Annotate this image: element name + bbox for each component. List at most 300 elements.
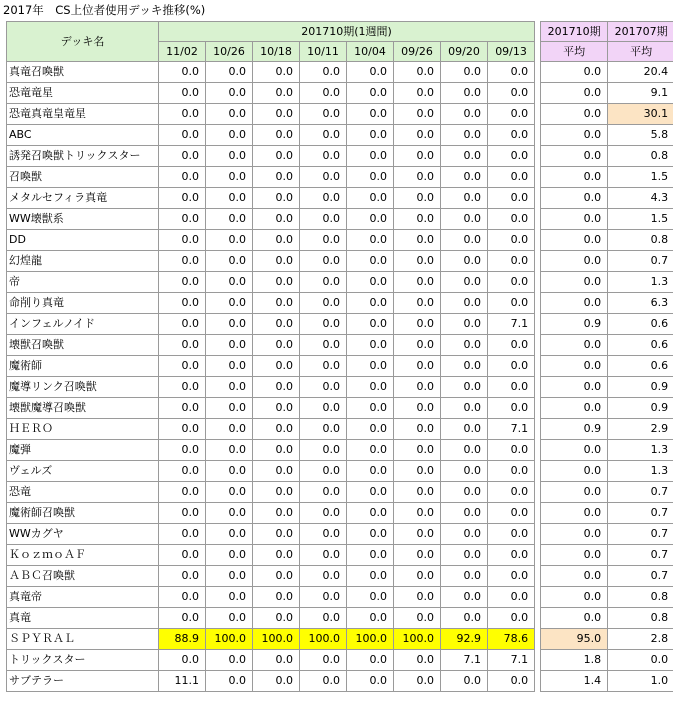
avg2-value-cell: 2.8 [608, 629, 673, 650]
weekly-value-cell: 0.0 [441, 524, 488, 545]
weekly-value-cell: 0.0 [300, 377, 347, 398]
date-header: 10/26 [206, 42, 253, 62]
weekly-value-cell: 0.0 [159, 293, 206, 314]
weekly-value-cell: 0.0 [300, 125, 347, 146]
weekly-value-cell: 0.0 [347, 314, 394, 335]
weekly-value-cell: 0.0 [253, 398, 300, 419]
weekly-value-cell: 0.0 [206, 62, 253, 83]
weekly-value-cell: 100.0 [253, 629, 300, 650]
date-header: 11/02 [159, 42, 206, 62]
weekly-value-cell: 0.0 [206, 398, 253, 419]
weekly-value-cell: 0.0 [159, 188, 206, 209]
table-row [7, 272, 673, 293]
weekly-value-cell: 0.0 [206, 419, 253, 440]
weekly-value-cell: 0.0 [206, 503, 253, 524]
weekly-value-cell: 0.0 [394, 125, 441, 146]
avg1-value-cell: 0.0 [541, 209, 608, 230]
weekly-value-cell: 0.0 [206, 461, 253, 482]
weekly-value-cell: 0.0 [441, 356, 488, 377]
weekly-value-cell: 0.0 [159, 335, 206, 356]
weekly-value-cell: 0.0 [253, 524, 300, 545]
avg2-value-cell: 0.8 [608, 608, 673, 629]
deck-name-cell: 恐竜竜星 [7, 83, 159, 104]
avg1-value-cell: 0.0 [541, 230, 608, 251]
avg1-value-cell: 0.0 [541, 188, 608, 209]
weekly-value-cell: 0.0 [206, 104, 253, 125]
weekly-value-cell: 92.9 [441, 629, 488, 650]
weekly-value-cell: 0.0 [394, 314, 441, 335]
deck-name-cell: WWカグヤ [7, 524, 159, 545]
weekly-value-cell: 0.0 [394, 608, 441, 629]
weekly-value-cell: 0.0 [394, 230, 441, 251]
avg2-value-cell: 0.8 [608, 146, 673, 167]
weekly-value-cell: 0.0 [441, 104, 488, 125]
weekly-value-cell: 0.0 [159, 356, 206, 377]
weekly-value-cell: 0.0 [347, 272, 394, 293]
weekly-value-cell: 0.0 [488, 209, 535, 230]
weekly-value-cell: 0.0 [300, 398, 347, 419]
weekly-value-cell: 0.0 [253, 272, 300, 293]
weekly-value-cell: 0.0 [441, 608, 488, 629]
weekly-value-cell: 0.0 [488, 62, 535, 83]
weekly-value-cell: 0.0 [206, 566, 253, 587]
avg1-value-cell: 0.0 [541, 251, 608, 272]
weekly-value-cell: 0.0 [394, 251, 441, 272]
weekly-value-cell: 0.0 [253, 566, 300, 587]
weekly-value-cell: 0.0 [347, 440, 394, 461]
weekly-value-cell: 0.0 [488, 293, 535, 314]
deck-name-cell: 恐竜真竜皇竜星 [7, 104, 159, 125]
weekly-value-cell: 0.0 [488, 482, 535, 503]
weekly-value-cell: 0.0 [253, 293, 300, 314]
avg2-value-cell: 0.6 [608, 356, 673, 377]
weekly-value-cell: 0.0 [300, 482, 347, 503]
avg1-value-cell: 0.0 [541, 440, 608, 461]
deck-name-cell: 誘発召喚獣トリックスター [7, 146, 159, 167]
weekly-value-cell: 0.0 [347, 503, 394, 524]
weekly-value-cell: 0.0 [347, 356, 394, 377]
weekly-value-cell: 0.0 [441, 272, 488, 293]
weekly-value-cell: 0.0 [441, 167, 488, 188]
weekly-value-cell: 0.0 [394, 83, 441, 104]
weekly-value-cell: 0.0 [488, 356, 535, 377]
weekly-value-cell: 0.0 [441, 440, 488, 461]
avg1-header-line1: 201710期 [541, 22, 608, 42]
date-header: 09/13 [488, 42, 535, 62]
weekly-value-cell: 0.0 [488, 587, 535, 608]
weekly-value-cell: 0.0 [441, 335, 488, 356]
table-body [7, 62, 673, 692]
weekly-value-cell: 0.0 [394, 335, 441, 356]
weekly-value-cell: 0.0 [206, 146, 253, 167]
table-row [7, 335, 673, 356]
weekly-value-cell: 0.0 [300, 608, 347, 629]
weekly-value-cell: 0.0 [441, 209, 488, 230]
avg2-value-cell: 0.9 [608, 377, 673, 398]
weekly-value-cell: 0.0 [300, 188, 347, 209]
deck-name-cell: ＫｏｚｍｏＡＦ [7, 545, 159, 566]
table-row [7, 125, 673, 146]
weekly-value-cell: 0.0 [300, 461, 347, 482]
table-row [7, 503, 673, 524]
weekly-value-cell: 0.0 [253, 356, 300, 377]
avg1-value-cell: 0.0 [541, 482, 608, 503]
weekly-value-cell: 0.0 [206, 671, 253, 692]
weekly-value-cell: 100.0 [206, 629, 253, 650]
avg1-value-cell: 0.0 [541, 272, 608, 293]
weekly-value-cell: 0.0 [159, 377, 206, 398]
deck-name-cell: ヴェルズ [7, 461, 159, 482]
table-row [7, 608, 673, 629]
avg1-value-cell: 1.4 [541, 671, 608, 692]
weekly-value-cell: 88.9 [159, 629, 206, 650]
weekly-value-cell: 0.0 [488, 377, 535, 398]
weekly-value-cell: 0.0 [253, 314, 300, 335]
deck-name-cell: インフェルノイド [7, 314, 159, 335]
weekly-value-cell: 0.0 [347, 398, 394, 419]
table-row [7, 419, 673, 440]
weekly-value-cell: 0.0 [347, 188, 394, 209]
deck-name-cell: 帝 [7, 272, 159, 293]
weekly-value-cell: 0.0 [394, 650, 441, 671]
weekly-value-cell: 0.0 [394, 377, 441, 398]
table-row [7, 104, 673, 125]
weekly-value-cell: 0.0 [300, 335, 347, 356]
table-row [7, 230, 673, 251]
weekly-value-cell: 0.0 [159, 83, 206, 104]
weekly-value-cell: 0.0 [488, 167, 535, 188]
avg1-value-cell: 0.0 [541, 545, 608, 566]
weekly-value-cell: 0.0 [159, 125, 206, 146]
weekly-value-cell: 0.0 [441, 146, 488, 167]
table-row [7, 188, 673, 209]
deck-name-cell: 恐竜 [7, 482, 159, 503]
weekly-value-cell: 0.0 [441, 461, 488, 482]
weekly-value-cell: 0.0 [253, 587, 300, 608]
weekly-value-cell: 0.0 [488, 125, 535, 146]
avg2-value-cell: 0.0 [608, 650, 673, 671]
deck-name-cell: DD [7, 230, 159, 251]
weekly-value-cell: 0.0 [488, 251, 535, 272]
weekly-value-cell: 0.0 [347, 251, 394, 272]
avg1-header-line2: 平均 [541, 42, 608, 62]
avg1-value-cell: 0.0 [541, 146, 608, 167]
weekly-value-cell: 7.1 [441, 650, 488, 671]
weekly-value-cell: 0.0 [300, 104, 347, 125]
deck-name-cell: ABC [7, 125, 159, 146]
weekly-value-cell: 7.1 [488, 314, 535, 335]
avg1-value-cell: 0.0 [541, 356, 608, 377]
deck-usage-table [6, 21, 673, 692]
weekly-value-cell: 0.0 [206, 293, 253, 314]
avg2-header-line2: 平均 [608, 42, 673, 62]
weekly-value-cell: 0.0 [159, 209, 206, 230]
deck-name-header: デッキ名 [7, 22, 159, 62]
table-row [7, 62, 673, 83]
weekly-value-cell: 0.0 [206, 335, 253, 356]
weekly-value-cell: 0.0 [206, 356, 253, 377]
table-row [7, 566, 673, 587]
avg2-value-cell: 2.9 [608, 419, 673, 440]
table-row [7, 377, 673, 398]
weekly-value-cell: 0.0 [159, 650, 206, 671]
deck-name-cell: 真竜 [7, 608, 159, 629]
deck-name-cell: 壊獣魔導召喚獣 [7, 398, 159, 419]
weekly-value-cell: 0.0 [159, 461, 206, 482]
weekly-value-cell: 0.0 [206, 272, 253, 293]
table-row [7, 587, 673, 608]
period-header: 201710期(1週間) [159, 22, 535, 42]
weekly-value-cell: 0.0 [488, 566, 535, 587]
avg1-value-cell: 0.0 [541, 566, 608, 587]
avg2-value-cell: 4.3 [608, 188, 673, 209]
weekly-value-cell: 0.0 [159, 482, 206, 503]
deck-name-cell: ＳＰＹＲＡＬ [7, 629, 159, 650]
weekly-value-cell: 0.0 [159, 272, 206, 293]
weekly-value-cell: 0.0 [253, 209, 300, 230]
weekly-value-cell: 0.0 [394, 188, 441, 209]
avg1-value-cell: 1.8 [541, 650, 608, 671]
weekly-value-cell: 0.0 [441, 83, 488, 104]
weekly-value-cell: 0.0 [206, 608, 253, 629]
weekly-value-cell: 0.0 [394, 524, 441, 545]
table-row [7, 524, 673, 545]
weekly-value-cell: 0.0 [159, 62, 206, 83]
weekly-value-cell: 0.0 [300, 440, 347, 461]
weekly-value-cell: 0.0 [300, 587, 347, 608]
avg1-value-cell: 0.0 [541, 377, 608, 398]
avg2-value-cell: 1.0 [608, 671, 673, 692]
table-row [7, 167, 673, 188]
weekly-value-cell: 0.0 [253, 188, 300, 209]
weekly-value-cell: 0.0 [394, 293, 441, 314]
table-row [7, 440, 673, 461]
table-row [7, 83, 673, 104]
weekly-value-cell: 0.0 [206, 482, 253, 503]
deck-name-cell: 真竜帝 [7, 587, 159, 608]
avg2-value-cell: 30.1 [608, 104, 673, 125]
avg2-value-cell: 1.5 [608, 167, 673, 188]
avg1-value-cell: 0.0 [541, 503, 608, 524]
weekly-value-cell: 0.0 [206, 209, 253, 230]
weekly-value-cell: 0.0 [206, 650, 253, 671]
avg2-value-cell: 0.8 [608, 587, 673, 608]
weekly-value-cell: 0.0 [159, 524, 206, 545]
weekly-value-cell: 0.0 [347, 566, 394, 587]
weekly-value-cell: 100.0 [347, 629, 394, 650]
weekly-value-cell: 0.0 [159, 587, 206, 608]
avg2-value-cell: 1.5 [608, 209, 673, 230]
weekly-value-cell: 0.0 [488, 272, 535, 293]
table-row [7, 251, 673, 272]
weekly-value-cell: 0.0 [253, 482, 300, 503]
deck-name-cell: トリックスター [7, 650, 159, 671]
weekly-value-cell: 0.0 [253, 335, 300, 356]
deck-name-cell: ＨＥＲＯ [7, 419, 159, 440]
weekly-value-cell: 0.0 [394, 566, 441, 587]
table-row [7, 398, 673, 419]
weekly-value-cell: 0.0 [253, 62, 300, 83]
deck-name-cell: 幻煌龍 [7, 251, 159, 272]
weekly-value-cell: 0.0 [159, 146, 206, 167]
avg1-value-cell: 0.0 [541, 167, 608, 188]
weekly-value-cell: 0.0 [300, 146, 347, 167]
weekly-value-cell: 0.0 [300, 251, 347, 272]
table-row [7, 545, 673, 566]
avg2-value-cell: 5.8 [608, 125, 673, 146]
avg2-value-cell: 0.7 [608, 524, 673, 545]
weekly-value-cell: 0.0 [347, 461, 394, 482]
weekly-value-cell: 0.0 [253, 440, 300, 461]
avg2-value-cell: 0.7 [608, 503, 673, 524]
weekly-value-cell: 100.0 [394, 629, 441, 650]
weekly-value-cell: 0.0 [347, 587, 394, 608]
avg1-value-cell: 0.0 [541, 335, 608, 356]
weekly-value-cell: 0.0 [300, 314, 347, 335]
weekly-value-cell: 0.0 [441, 503, 488, 524]
weekly-value-cell: 0.0 [394, 545, 441, 566]
weekly-value-cell: 0.0 [347, 293, 394, 314]
weekly-value-cell: 0.0 [347, 482, 394, 503]
weekly-value-cell: 0.0 [441, 314, 488, 335]
weekly-value-cell: 0.0 [159, 398, 206, 419]
weekly-value-cell: 0.0 [441, 587, 488, 608]
weekly-value-cell: 0.0 [394, 104, 441, 125]
weekly-value-cell: 0.0 [347, 104, 394, 125]
table-row [7, 482, 673, 503]
weekly-value-cell: 7.1 [488, 419, 535, 440]
weekly-value-cell: 11.1 [159, 671, 206, 692]
weekly-value-cell: 0.0 [488, 503, 535, 524]
weekly-value-cell: 0.0 [488, 461, 535, 482]
weekly-value-cell: 0.0 [300, 167, 347, 188]
weekly-value-cell: 100.0 [300, 629, 347, 650]
weekly-value-cell: 0.0 [159, 545, 206, 566]
weekly-value-cell: 0.0 [300, 83, 347, 104]
weekly-value-cell: 0.0 [159, 167, 206, 188]
avg2-value-cell: 0.8 [608, 230, 673, 251]
weekly-value-cell: 0.0 [253, 503, 300, 524]
weekly-value-cell: 0.0 [394, 272, 441, 293]
avg1-value-cell: 0.0 [541, 587, 608, 608]
avg1-value-cell: 0.9 [541, 314, 608, 335]
avg2-value-cell: 0.6 [608, 335, 673, 356]
weekly-value-cell: 0.0 [347, 125, 394, 146]
weekly-value-cell: 7.1 [488, 650, 535, 671]
weekly-value-cell: 0.0 [300, 671, 347, 692]
avg2-value-cell: 0.7 [608, 482, 673, 503]
sheet-title: 2017年 CS上位者使用デッキ推移(%) [3, 3, 206, 17]
weekly-value-cell: 0.0 [347, 62, 394, 83]
weekly-value-cell: 0.0 [441, 62, 488, 83]
table-row [7, 461, 673, 482]
weekly-value-cell: 0.0 [300, 356, 347, 377]
avg2-value-cell: 1.3 [608, 272, 673, 293]
weekly-value-cell: 0.0 [253, 146, 300, 167]
weekly-value-cell: 0.0 [300, 272, 347, 293]
avg2-value-cell: 6.3 [608, 293, 673, 314]
weekly-value-cell: 0.0 [441, 566, 488, 587]
weekly-value-cell: 0.0 [300, 230, 347, 251]
deck-name-cell: ＡＢＣ召喚獣 [7, 566, 159, 587]
weekly-value-cell: 0.0 [159, 314, 206, 335]
deck-name-cell: 命削り真竜 [7, 293, 159, 314]
weekly-value-cell: 0.0 [300, 524, 347, 545]
avg1-value-cell: 0.0 [541, 524, 608, 545]
weekly-value-cell: 0.0 [394, 356, 441, 377]
table-row [7, 650, 673, 671]
weekly-value-cell: 0.0 [253, 608, 300, 629]
weekly-value-cell: 0.0 [488, 524, 535, 545]
weekly-value-cell: 0.0 [206, 251, 253, 272]
avg1-value-cell: 0.0 [541, 398, 608, 419]
weekly-value-cell: 0.0 [253, 545, 300, 566]
weekly-value-cell: 0.0 [206, 314, 253, 335]
avg2-value-cell: 0.7 [608, 545, 673, 566]
avg2-header-line1: 201707期 [608, 22, 673, 42]
avg1-value-cell: 95.0 [541, 629, 608, 650]
weekly-value-cell: 0.0 [253, 650, 300, 671]
deck-name-cell: 壊獣召喚獣 [7, 335, 159, 356]
weekly-value-cell: 0.0 [441, 419, 488, 440]
weekly-value-cell: 0.0 [347, 608, 394, 629]
weekly-value-cell: 0.0 [347, 167, 394, 188]
weekly-value-cell: 0.0 [206, 230, 253, 251]
weekly-value-cell: 0.0 [253, 251, 300, 272]
weekly-value-cell: 0.0 [488, 671, 535, 692]
date-header: 10/18 [253, 42, 300, 62]
weekly-value-cell: 0.0 [347, 545, 394, 566]
weekly-value-cell: 0.0 [394, 503, 441, 524]
weekly-value-cell: 0.0 [206, 587, 253, 608]
weekly-value-cell: 0.0 [159, 104, 206, 125]
avg1-value-cell: 0.0 [541, 104, 608, 125]
weekly-value-cell: 0.0 [441, 293, 488, 314]
weekly-value-cell: 0.0 [347, 83, 394, 104]
weekly-value-cell: 0.0 [347, 650, 394, 671]
weekly-value-cell: 0.0 [300, 503, 347, 524]
avg2-value-cell: 0.6 [608, 314, 673, 335]
date-header: 09/20 [441, 42, 488, 62]
weekly-value-cell: 0.0 [253, 104, 300, 125]
weekly-value-cell: 0.0 [488, 146, 535, 167]
weekly-value-cell: 0.0 [394, 146, 441, 167]
weekly-value-cell: 0.0 [253, 461, 300, 482]
weekly-value-cell: 0.0 [347, 209, 394, 230]
date-header: 10/04 [347, 42, 394, 62]
date-header: 09/26 [394, 42, 441, 62]
weekly-value-cell: 0.0 [394, 398, 441, 419]
weekly-value-cell: 0.0 [394, 587, 441, 608]
weekly-value-cell: 0.0 [300, 545, 347, 566]
weekly-value-cell: 0.0 [488, 398, 535, 419]
weekly-value-cell: 0.0 [347, 671, 394, 692]
weekly-value-cell: 0.0 [159, 230, 206, 251]
weekly-value-cell: 0.0 [488, 335, 535, 356]
weekly-value-cell: 0.0 [347, 335, 394, 356]
table-row [7, 356, 673, 377]
weekly-value-cell: 0.0 [441, 251, 488, 272]
weekly-value-cell: 0.0 [488, 188, 535, 209]
weekly-value-cell: 0.0 [488, 83, 535, 104]
weekly-value-cell: 0.0 [347, 377, 394, 398]
avg2-value-cell: 1.3 [608, 440, 673, 461]
weekly-value-cell: 0.0 [441, 482, 488, 503]
table-row [7, 314, 673, 335]
weekly-value-cell: 0.0 [347, 524, 394, 545]
weekly-value-cell: 0.0 [488, 545, 535, 566]
weekly-value-cell: 0.0 [394, 440, 441, 461]
